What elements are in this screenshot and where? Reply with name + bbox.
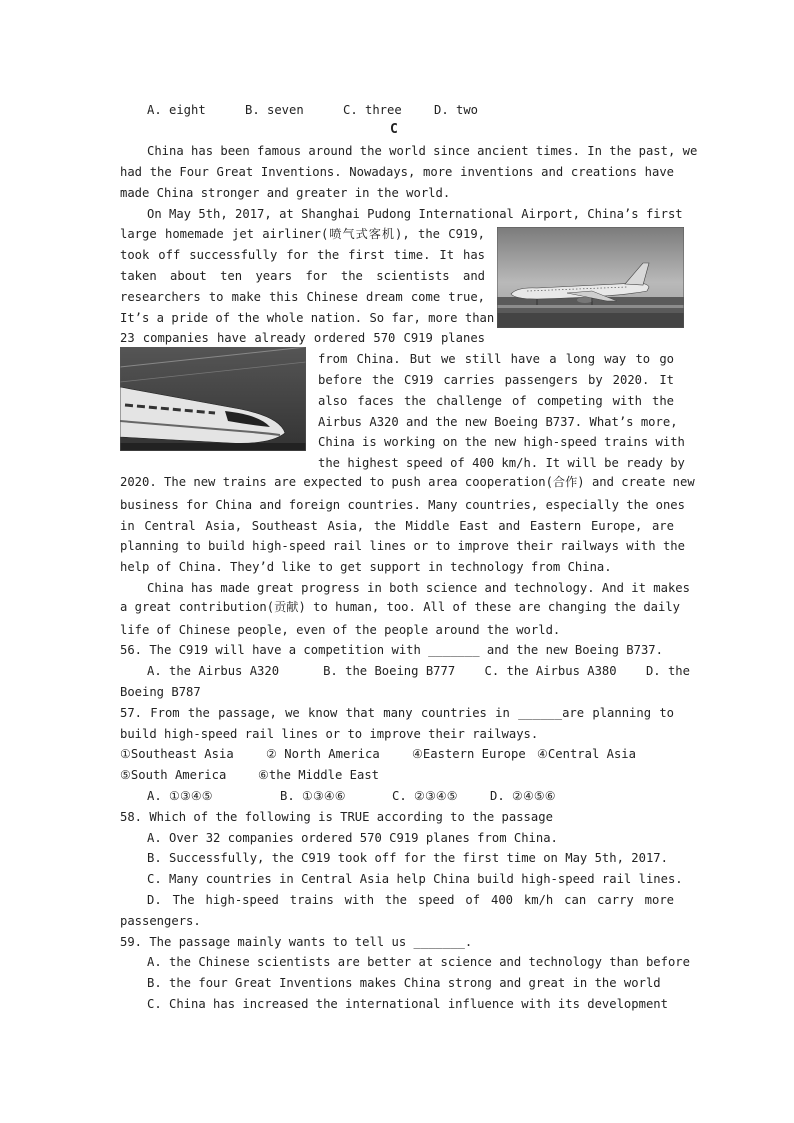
passage-line: researchers to make this Chinese dream come true, [120, 290, 485, 304]
q57-item: ④Eastern Europe [412, 747, 526, 761]
q58-stem: 58. Which of the following is TRUE according to the passage [120, 810, 553, 824]
passage-line: help of China. They’d like to get support in technology from China. [120, 560, 612, 574]
passage-line: On May 5th, 2017, at Shanghai Pudong International Airport, China’s first [147, 207, 683, 221]
passage-line: 2020. The new trains are expected to push area cooperation(合作) and create new [120, 475, 695, 489]
q57-stem: 57. From the passage, we know that many countries in ______are planning to [120, 706, 674, 720]
q59-option-c: C. China has increased the international influence with its development [147, 997, 668, 1011]
passage-line: Airbus A320 and the new Boeing B737. What’s more, [318, 415, 678, 429]
prev-option-a: A. eight [147, 103, 206, 117]
passage-line: before the C919 carries passengers by 2020. It [318, 373, 674, 387]
passage-line: made China stronger and greater in the world. [120, 186, 451, 200]
q59-stem: 59. The passage mainly wants to tell us _______. [120, 935, 473, 949]
airplane-photo [497, 227, 684, 328]
q58-option-d-cont: passengers. [120, 914, 201, 928]
q56-options-cont: Boeing B787 [120, 685, 201, 699]
passage-line: the highest speed of 400 km/h. It will be ready by [318, 456, 685, 470]
q58-option-d: D. The high-speed trains with the speed of 400 km/h can carry more [147, 893, 674, 907]
q57-option-a: A. ①③④⑤ [147, 789, 213, 803]
prev-option-d: D. two [434, 103, 479, 117]
q57-item: ①Southeast Asia [120, 747, 234, 761]
passage-line: in Central Asia, Southeast Asia, the Middle East and Eastern Europe, are [120, 519, 674, 533]
q57-item: ⑤South America [120, 768, 227, 782]
passage-line: a great contribution(贡献) to human, too. All of these are changing the daily [120, 600, 681, 614]
section-title: C [390, 122, 398, 137]
q58-option-c: C. Many countries in Central Asia help China build high-speed rail lines. [147, 872, 683, 886]
q57-option-c: C. ②③④⑤ [392, 789, 458, 803]
passage-line: China has made great progress in both science and technology. And it makes [147, 581, 690, 595]
q58-option-b: B. Successfully, the C919 took off for the first time on May 5th, 2017. [147, 851, 668, 865]
q58-option-a: A. Over 32 companies ordered 570 C919 planes from China. [147, 831, 558, 845]
passage-line: life of Chinese people, even of the people around the world. [120, 623, 561, 637]
q57-stem-cont: build high-speed rail lines or to improve their railways. [120, 727, 539, 741]
passage-line: large homemade jet airliner(喷气式客机), the C919, [120, 227, 485, 241]
passage-line: had the Four Great Inventions. Nowadays, more inventions and creations have [120, 165, 674, 179]
passage-line: from China. But we still have a long way to go [318, 352, 674, 366]
passage-line: taken about ten years for the scientists and [120, 269, 485, 283]
prev-option-b: B. seven [245, 103, 304, 117]
q56-options: A. the Airbus A320 B. the Boeing B777 C. the Airbus A380 D. the [147, 664, 690, 678]
train-photo [120, 347, 306, 451]
q57-item: ⑥the Middle East [258, 768, 379, 782]
q57-option-b: B. ①③④⑥ [280, 789, 346, 803]
q57-item: ④Central Asia [537, 747, 636, 761]
passage-line: 23 companies have already ordered 570 C919 planes [120, 331, 485, 345]
passage-line: took off successfully for the first time. It has [120, 248, 485, 262]
q56-stem: 56. The C919 will have a competition with _______ and the new Boeing B737. [120, 643, 663, 657]
passage-line: China has been famous around the world since ancient times. In the past, we [147, 144, 698, 158]
q59-option-b: B. the four Great Inventions makes China strong and great in the world [147, 976, 661, 990]
q59-option-a: A. the Chinese scientists are better at science and technology than before [147, 955, 690, 969]
q57-item: ② North America [266, 747, 380, 761]
passage-line: China is working on the new high-speed trains with [318, 435, 685, 449]
passage-line: also faces the challenge of competing with the [318, 394, 674, 408]
passage-line: It’s a pride of the whole nation. So far, more than [120, 311, 495, 325]
prev-option-c: C. three [343, 103, 402, 117]
passage-line: business for China and foreign countries. Many countries, especially the ones [120, 498, 685, 512]
passage-line: planning to build high-speed rail lines or to improve their railways with the [120, 539, 685, 553]
q57-option-d: D. ②④⑤⑥ [490, 789, 556, 803]
